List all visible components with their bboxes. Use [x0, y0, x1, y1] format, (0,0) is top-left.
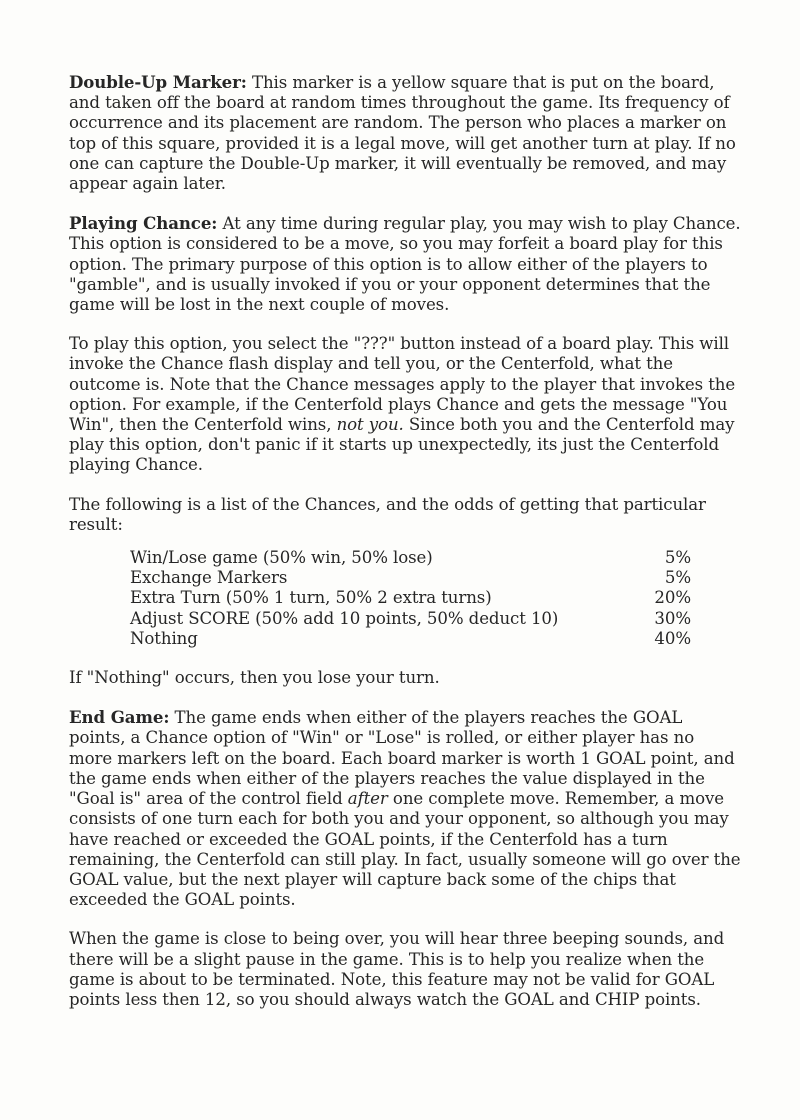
list-intro: The following is a list of the Chances, and the odds of getting that particular result: [69, 494, 706, 534]
list-item [130, 609, 691, 629]
page-content [69, 72, 741, 1029]
chance-odds: 5% [664, 568, 691, 588]
chance-odds: 5% [664, 548, 691, 568]
end-game-text: The game ends when either of the players reaches the GOAL points, a Chance option of "Win" or "Lose" is rolled, or either player has no more markers left on the board. Each board marker is worth 1 GOAL point, and the game ends when either of the players reaches the value displayed in the "Goal is" area of the control field [69, 708, 735, 809]
list-item [130, 568, 691, 588]
end-game-term: End Game: [69, 707, 170, 728]
nothing-note: If "Nothing" occurs, then you lose your turn. [69, 668, 440, 688]
double-up-term: Double-Up Marker: [69, 72, 247, 92]
playing-chance-paragraph [69, 213, 741, 315]
list-item [130, 588, 691, 608]
list-item [130, 548, 691, 568]
end-game-text-after: one complete move. Remember, a move consists of one turn each for both you and your opponent, so although you may have reached or exceeded the GOAL points, if the Centerfold has a turn remaining, the Centerfold can still play. In fact, usually someone will go over the GOAL value, but the next player will capture back some of the chips that exceeded the GOAL points. [69, 789, 741, 910]
chance-odds: 20% [654, 588, 691, 608]
double-up-text: This marker is a yellow square that is put on the board, and taken off the board at random times throughout the game. Its frequency of occurrence and its placement are random. The person who places a marker on top of this square, provided it is a legal move, will get another turn at play. If no one can capture the Double-Up marker, it will eventually be removed, and may appear again later. [69, 73, 736, 194]
double-up-paragraph [69, 72, 741, 194]
chance-label: Adjust SCORE (50% add 10 points, 50% deduct 10) [130, 608, 559, 628]
closing-paragraph: When the game is close to being over, you will hear three beeping sounds, and there will be a slight pause in the game. This is to help you realize when the game is about to be terminated. Note, this feature may not be valid for GOAL points less then 12, so you should always watch the GOAL and CHIP points. [69, 929, 725, 1009]
chance-how-paragraph [69, 334, 741, 475]
end-game-paragraph [69, 707, 741, 910]
chance-label: Exchange Markers [130, 568, 288, 588]
list-item [130, 629, 691, 649]
chance-how-text: To play this option, you select the "???" button instead of a board play. This will invoke the Chance flash display and tell you, or the Centerfold, what the outcome is. Note that the Chance messages apply to the player that invokes the option. For example, if the Centerfold plays Chance and gets the message "You Win", then the Centerfold wins, [69, 334, 736, 435]
playing-chance-text: At any time during regular play, you may wish to play Chance. This option is considered to be a move, so you may forfeit a board play for this option. The primary purpose of this option is to allow either of the players to "gamble", and is usually invoked if you or your opponent determines that the game will be lost in the next couple of moves. [69, 214, 741, 315]
chance-label: Extra Turn (50% 1 turn, 50% 2 extra turns) [130, 588, 492, 608]
chance-label: Nothing [130, 628, 198, 648]
chance-how-text-after: Since both you and the Centerfold may play this option, don't panic if it starts up unexpectedly, its just the Centerfold playing Chance. [69, 415, 735, 475]
chance-label: Win/Lose game (50% win, 50% lose) [130, 548, 433, 568]
chance-how-emphasis: not you. [336, 415, 404, 435]
chances-list [130, 548, 691, 649]
chance-odds: 40% [654, 628, 691, 648]
playing-chance-term: Playing Chance: [69, 213, 218, 234]
chance-odds: 30% [654, 608, 691, 628]
end-game-emphasis: after [347, 789, 388, 809]
